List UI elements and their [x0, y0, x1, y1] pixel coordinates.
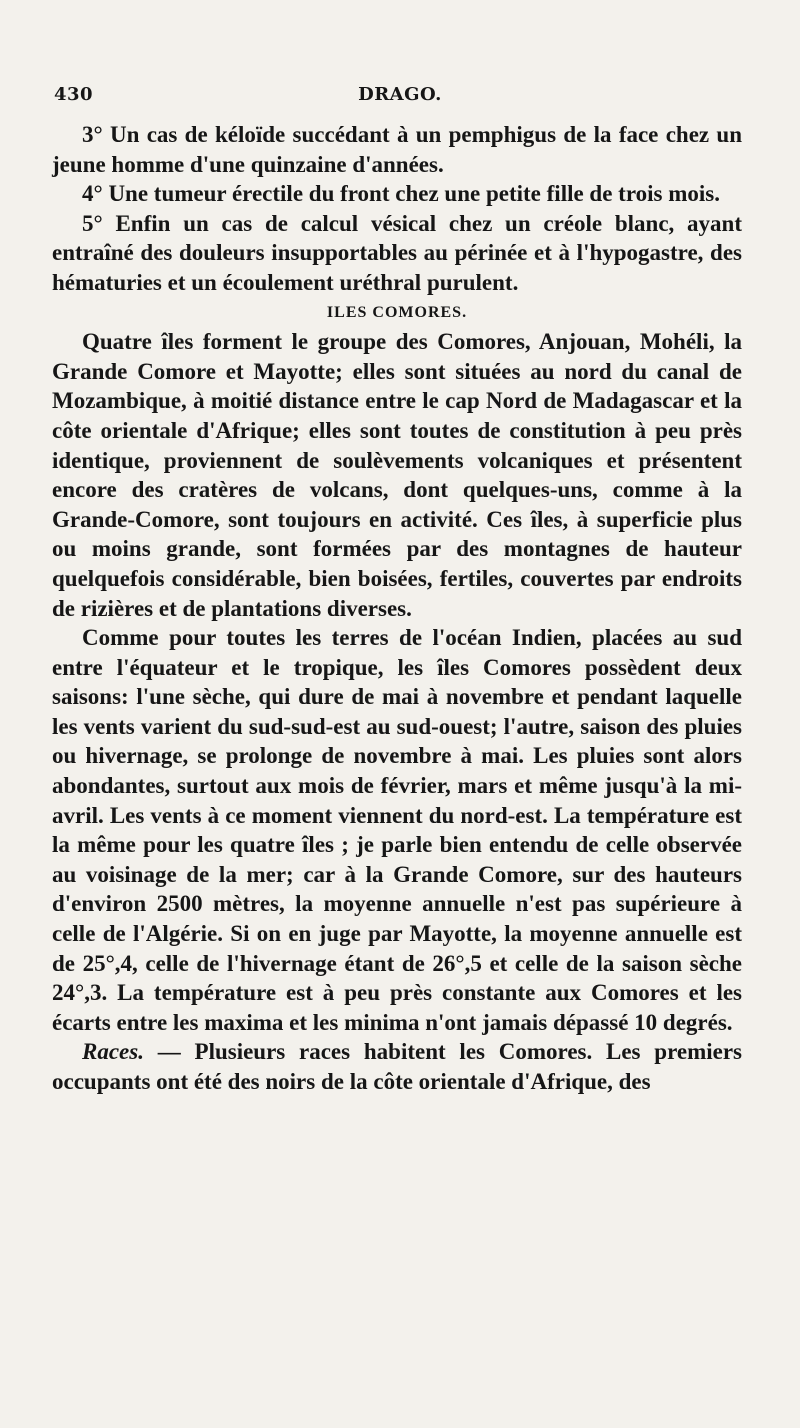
races-paragraph [52, 1037, 742, 1096]
paragraph: Comme pour toutes les terres de l'océan Indien, placées au sud entre l'équateur et le tropique, les îles Comores possèdent deux saisons: l'une sèche, qui dure de mai à novembre et pendant laquelle les vents varient du sud-sud-est au sud-ouest; l'autre, saison des pluies ou hivernage, se prolonge de novembre à mai. Les pluies sont alors abondantes, surtout aux mois de février, mars et même jusqu'à la mi-avril. Les vents à ce moment viennent du nord-est. La température est la même pour les quatre îles ; je parle bien entendu de celle observée au voisinage de la mer; car à la Grande Comore, sur des hauteurs d'environ 2500 mètres, la moyenne annuelle n'est pas supérieure à celle de l'Algérie. Si on en juge par Mayotte, la moyenne annuelle est de 25°,4, celle de l'hivernage étant de 26°,5 et celle de la saison sèche 24°,3. La température est à peu près constante aux Comores et les écarts entre les maxima et les minima n'ont jamais dépassé 10 degrés. [52, 625, 742, 1035]
section-title: ILES COMORES. [326, 303, 468, 321]
races-label: Races. [82, 1039, 144, 1065]
page-number: 430 [54, 84, 94, 105]
races-text: — Plusieurs races habitent les Comores. Les premiers occupants ont été des noirs de la côte orientale d'Afrique, des [52, 1039, 742, 1094]
running-title: DRAGO. [358, 84, 442, 105]
list-item: 3° Un cas de kéloïde succédant à un pemphigus de la face chez un jeune homme d'une quinzaine d'années. [52, 122, 742, 177]
list-item: 5° Enfin un cas de calcul vésical chez un créole blanc, ayant entraîné des douleurs insupportables au périnée et à l'hypogastre, des hématuries et un écoulement uréthral purulent. [52, 210, 742, 295]
list-item: 4° Une tumeur érectile du front chez une petite fille de trois mois. [82, 181, 720, 207]
paragraph: Quatre îles forment le groupe des Comores, Anjouan, Mohéli, la Grande Comore et Mayotte; elles sont situées au nord du canal de Mozambique, à moitié distance entre le cap Nord de Madagascar et la côte orientale d'Afrique; elles sont toutes de constitution à peu près identique, proviennent de soulèvements volcaniques et présentent encore des cratères de volcans, dont quelques-uns, comme à la Grande-Comore, sont toujours en activité. Ces îles, à superficie plus ou moins grande, sont formées par des montagnes de hauteur quelquefois considérable, bien boisées, fertiles, couvertes par endroits de rizières et de plantations diverses. [52, 329, 742, 621]
page-body [52, 120, 742, 1097]
